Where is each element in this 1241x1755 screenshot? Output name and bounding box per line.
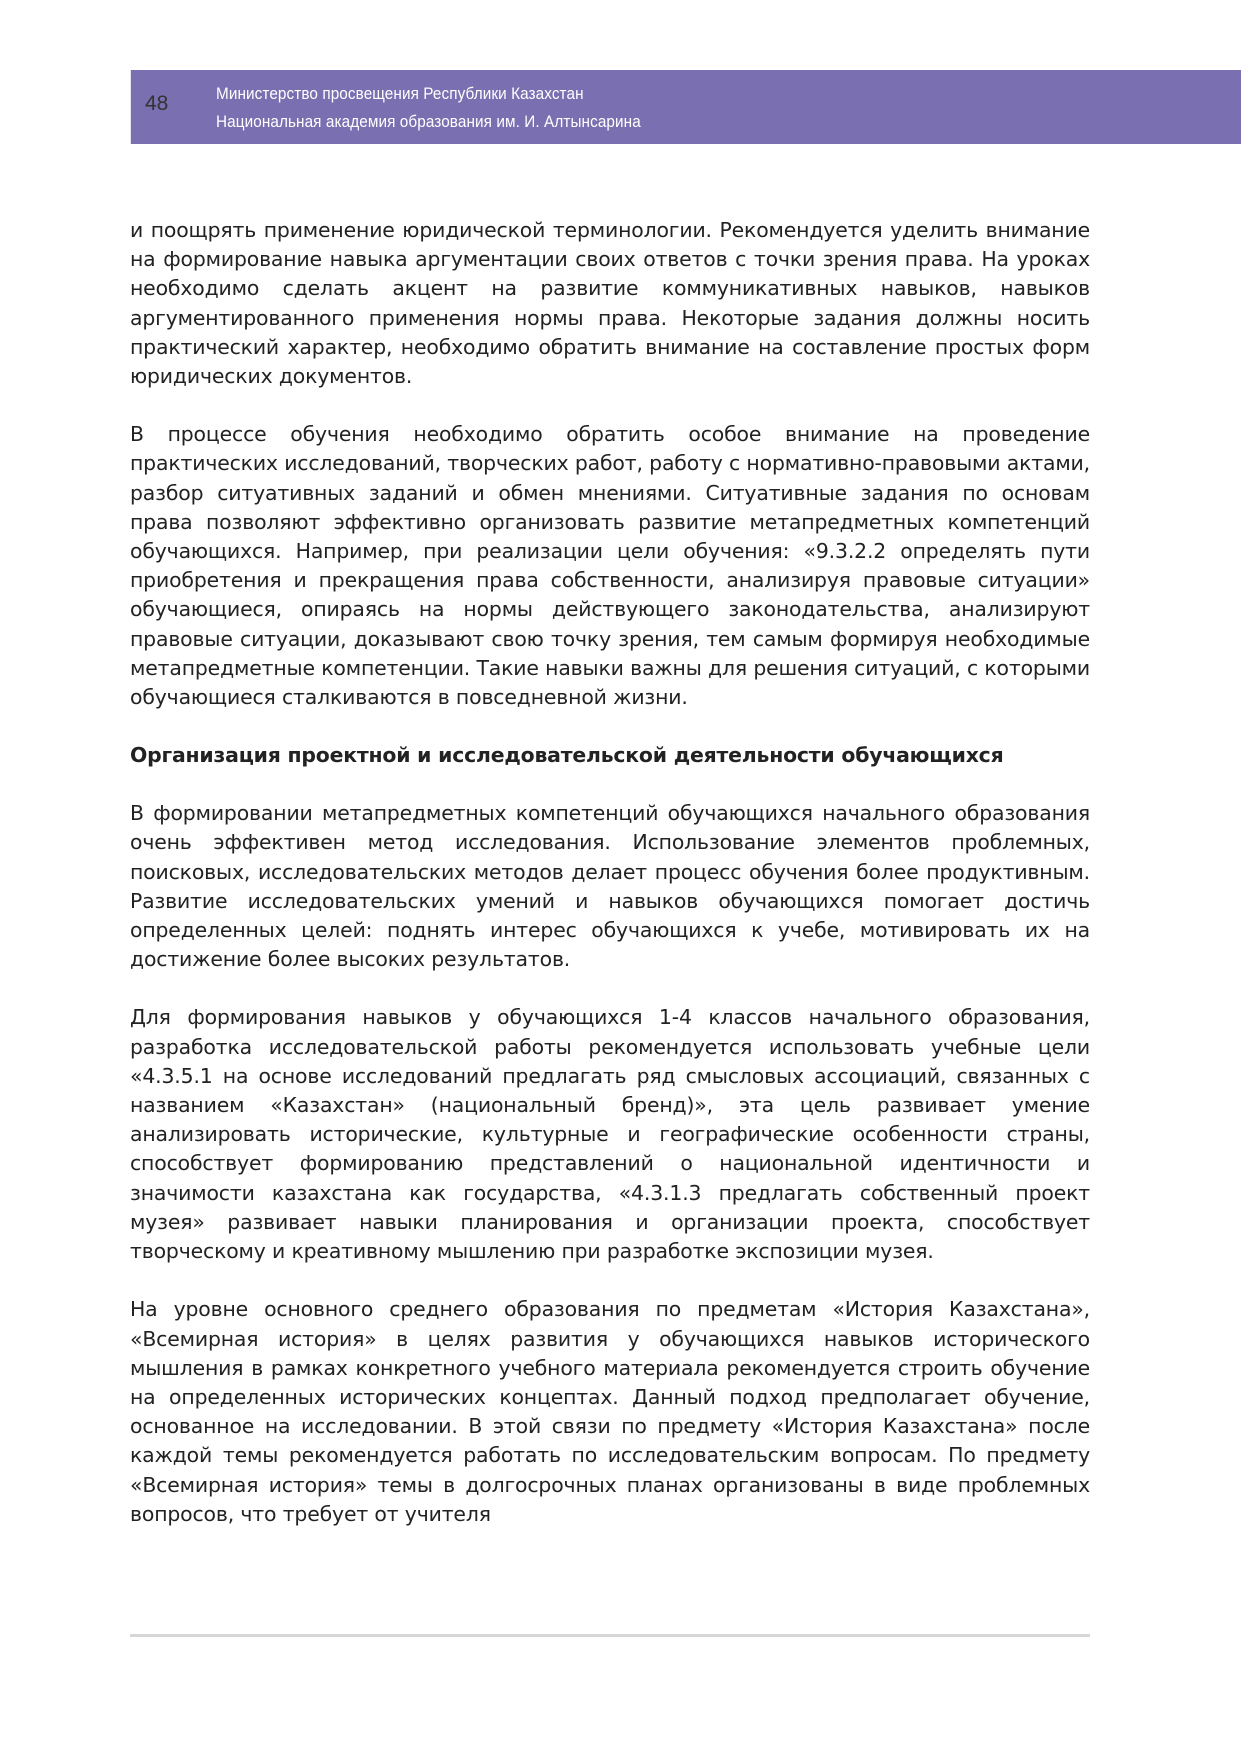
paragraph-5: На уровне основного среднего образования по предметам «История Казахстана», «Всемирная история» в целях развития у обучающихся навыков исторического мышления в рамках конкретного учебного материала рекомендуется строить обучение на определенных исторических концептах. Данный подход предполагает обучение, основанное на исследовании. В этой связи по предмету «История Казахстана» после каждой темы рекомендуется работать по исследовательским вопросам. По предмету «Всемирная история» темы в долгосрочных планах организованы в виде проблемных вопросов, что требует от учителя — [130, 1297, 1090, 1526]
footer-rule — [130, 1634, 1090, 1637]
paragraph-2: В процессе обучения необходимо обратить особое внимание на проведение практических исследований, творческих работ, работу с нормативно-правовыми актами, разбор ситуативных заданий и обмен мнениями. Ситуативные задания по основам права позволяют эффективно организовать развитие метапредметных компетенций обучающихся. Например, при реализации цели обучения: «9.3.2.2 определять пути приобретения и прекращения права собственности, анализируя правовые ситуации» обучающиеся, опираясь на нормы действующего законодательства, анализируют правовые ситуации, доказывают свою точку зрения, тем самым формируя необходимые метапредметные компетенции. Такие навыки важны для решения ситуаций, с которыми обучающиеся сталкиваются в повседневной жизни. — [130, 422, 1090, 710]
paragraph-4: Для формирования навыков у обучающихся 1-4 классов начального образования, разработка исследовательской работы рекомендуется использовать учебные цели «4.3.5.1 на основе исследований предлагать ряд смысловых ассоциаций, связанных с названием «Казахстан» (национальный бренд)», эта цель развивает умение анализировать исторические, культурные и географические особенности страны, способствует формированию представлений о национальной идентичности и значимости казахстана как государства, «4.3.1.3 предлагать собственный проект музея» развивает навыки планирования и организации проекта, способствует творческому и креативному мышлению при разработке экспозиции музея. — [130, 1005, 1090, 1264]
paragraph-3: В формировании метапредметных компетенций обучающихся начального образования очень эффективен метод исследования. Использование элементов проблемных, поисковых, исследовательских методов делает процесс обучения более продуктивным. Развитие исследовательских умений и навыков обучающихся помогает достичь определенных целей: поднять интерес обучающихся к учебе, мотивировать их на достижение более высоких результатов. — [130, 801, 1090, 972]
section-heading: Организация проектной и исследовательской деятельности обучающихся — [130, 743, 1004, 768]
page-body — [130, 216, 1090, 1558]
running-header — [216, 80, 688, 136]
header-academy: Национальная академия образования им. И. Алтынсарина — [216, 112, 641, 131]
page-number-box — [0, 70, 131, 144]
page-number: 48 — [145, 92, 169, 115]
header-ministry: Министерство просвещения Республики Казахстан — [216, 84, 584, 103]
paragraph-1: и поощрять применение юридической терминологии. Рекомендуется уделить внимание на формирование навыка аргументации своих ответов с точки зрения права. На уроках необходимо сделать акцент на развитие коммуникативных навыков, навыков аргументированного применения нормы права. Некоторые задания должны носить практический характер, необходимо обратить внимание на составление простых форм юридических документов. — [130, 218, 1090, 389]
